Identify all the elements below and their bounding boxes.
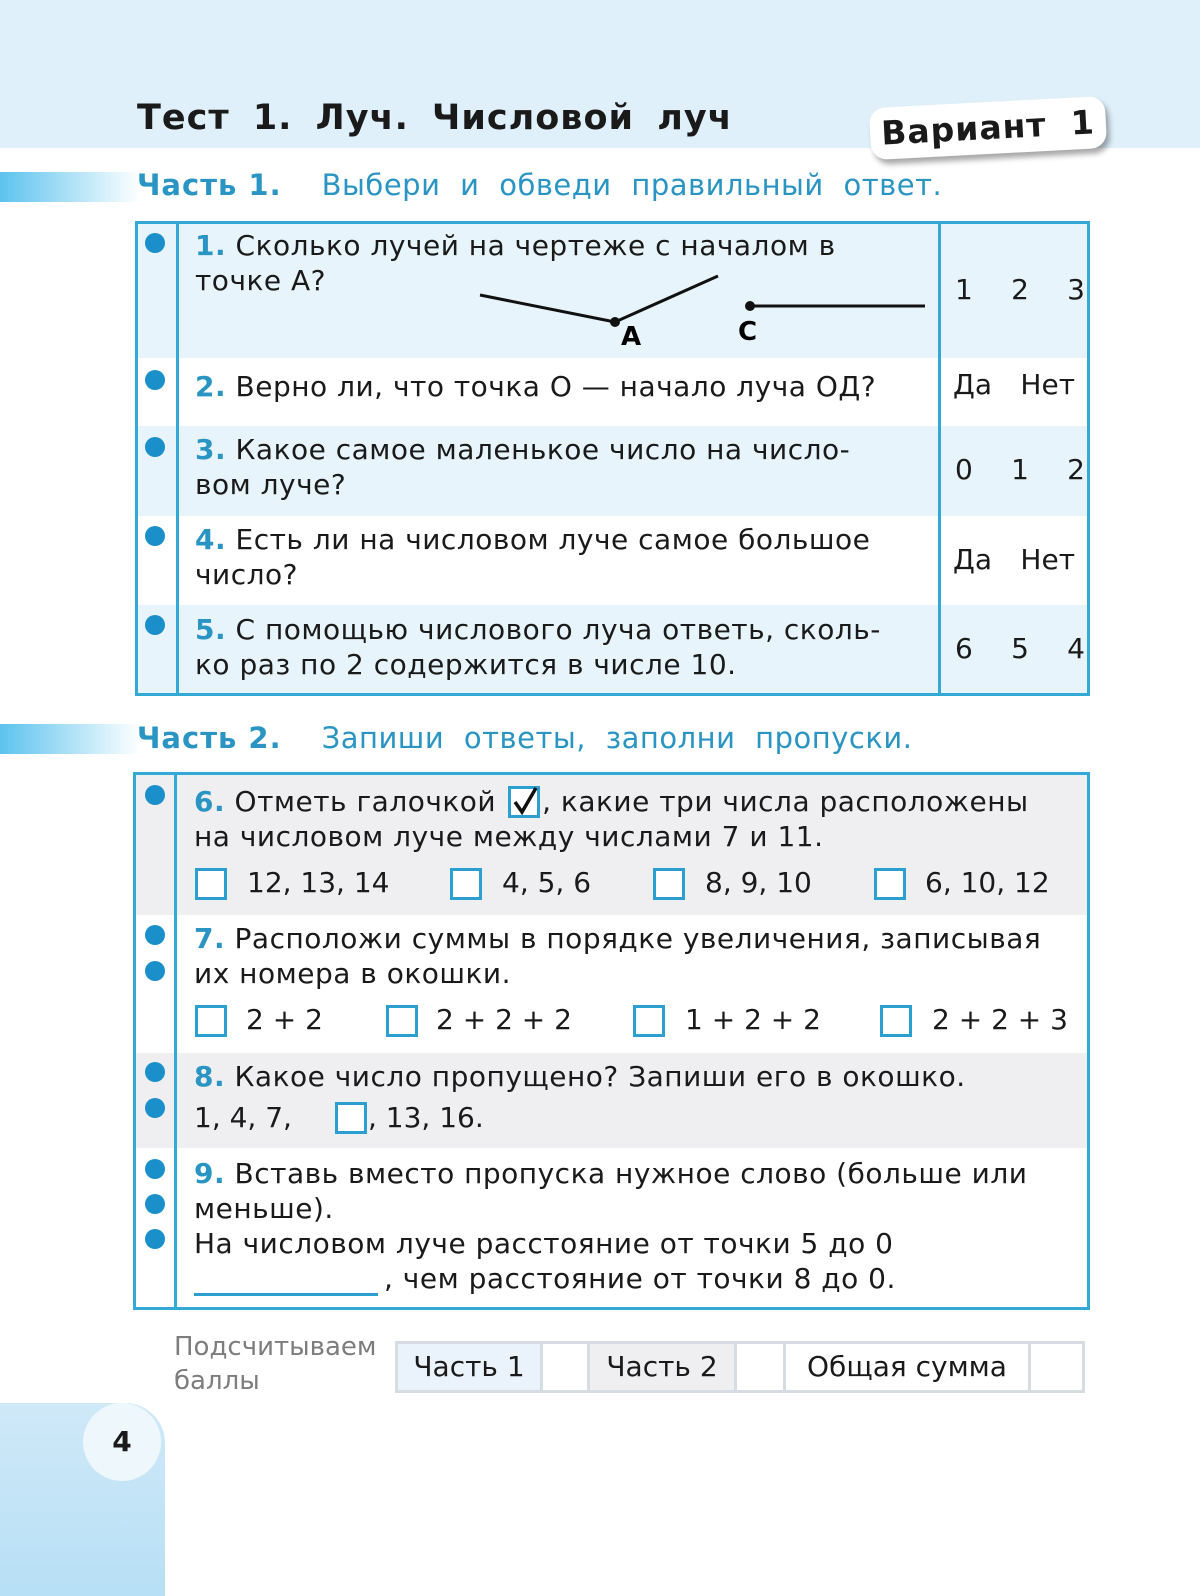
q9-line4: , чем расстояние от точки 8 до 0. xyxy=(384,1262,896,1295)
difficulty-dot xyxy=(145,1229,165,1249)
q6-option: 6, 10, 12 xyxy=(925,866,1050,899)
answer-option[interactable]: 6 xyxy=(955,632,973,665)
checkbox[interactable] xyxy=(450,868,482,900)
rays-figure xyxy=(470,265,940,350)
q3-line2: вом луче? xyxy=(195,468,347,501)
q7-option: 2 + 2 + 3 xyxy=(932,1003,1068,1036)
difficulty-dot xyxy=(145,961,165,981)
question-3 xyxy=(195,432,850,502)
question-4 xyxy=(195,522,870,592)
q7-line2: их номера в окошки. xyxy=(194,957,511,990)
q4-line2: число? xyxy=(195,558,299,591)
part1-instruction: Выбери и обведи правильный ответ. xyxy=(321,168,943,202)
answer-option[interactable]: Нет xyxy=(1020,543,1075,576)
score-part2-label: Часть 2 xyxy=(587,1341,737,1393)
answer-option[interactable]: Да xyxy=(953,368,993,401)
score-part1-input[interactable] xyxy=(540,1341,590,1393)
question-9 xyxy=(194,1156,1027,1296)
q9-line1: 9. Вставь вместо пропуска нужное слово (больше или xyxy=(194,1157,1028,1190)
q7-line1: 7. Расположи суммы в порядке увеличения, записывая xyxy=(194,922,1042,955)
difficulty-dot xyxy=(145,615,165,635)
q6-line1: 6. Отметь галочкой , какие три числа расположены xyxy=(194,785,1029,818)
q8-seq-after: , 13, 16. xyxy=(368,1101,484,1134)
checkmark-sample-icon xyxy=(508,786,540,818)
difficulty-dot xyxy=(145,1062,165,1082)
scoring-label xyxy=(174,1330,377,1398)
difficulty-dot xyxy=(145,526,165,546)
q6-option: 8, 9, 10 xyxy=(705,866,812,899)
score-table xyxy=(395,1341,1088,1393)
checkbox[interactable] xyxy=(653,868,685,900)
checkbox[interactable] xyxy=(874,868,906,900)
q9-line4-row xyxy=(194,1261,1027,1296)
answer-option[interactable]: 0 xyxy=(955,453,973,486)
page-title: Тест 1. Луч. Числовой луч xyxy=(137,98,733,138)
blank-line[interactable] xyxy=(194,1265,378,1296)
q7-option: 2 + 2 + 2 xyxy=(436,1003,572,1036)
answer-option[interactable]: 2 xyxy=(1011,273,1029,306)
question-8: 8. Какое число пропущено? Запиши его в окошко. xyxy=(194,1060,966,1093)
part1-heading xyxy=(137,168,942,202)
difficulty-dot xyxy=(145,1194,165,1214)
q4-answers xyxy=(953,543,1075,576)
question-2: 2. Верно ли, что точка О — начало луча ОД? xyxy=(195,370,877,403)
label-a: A xyxy=(621,322,642,350)
question-6 xyxy=(194,784,1029,854)
q3-answers xyxy=(955,453,1085,486)
q1-answers xyxy=(955,273,1085,306)
difficulty-dot xyxy=(145,1098,165,1118)
q1-line1 xyxy=(195,228,923,263)
answer-option[interactable]: 3 xyxy=(1067,273,1085,306)
q3-line1: 3. Какое самое маленькое число на число- xyxy=(195,433,851,466)
page-number: 4 xyxy=(83,1403,161,1481)
number-box[interactable] xyxy=(633,1005,665,1037)
score-part2-input[interactable] xyxy=(734,1341,786,1393)
part1-stripe xyxy=(0,172,140,202)
part2-instruction: Запиши ответы, заполни пропуски. xyxy=(321,721,913,755)
difficulty-dot xyxy=(145,370,165,390)
variant-badge: Вариант 1 xyxy=(869,96,1107,160)
q8-seq-before: 1, 4, 7, xyxy=(194,1101,292,1134)
label-c: C xyxy=(738,317,758,347)
part2-stripe xyxy=(0,724,140,754)
part1-label: Часть 1. xyxy=(137,168,282,202)
score-total-input[interactable] xyxy=(1028,1341,1085,1393)
answer-option[interactable]: 1 xyxy=(1011,453,1029,486)
q5-line1: 5. С помощью числового луча ответь, сколь- xyxy=(195,613,881,646)
q9-line3: На числовом луче расстояние от точки 5 до 0 xyxy=(194,1227,894,1260)
point-c xyxy=(745,301,755,311)
q4-line1: 4. Есть ли на числовом луче самое большое xyxy=(195,523,871,556)
q5-answers xyxy=(955,632,1085,665)
answer-option[interactable]: Нет xyxy=(1020,368,1075,401)
q6-option: 4, 5, 6 xyxy=(502,866,592,899)
answer-box[interactable] xyxy=(335,1102,367,1134)
score-total-label: Общая сумма xyxy=(783,1341,1031,1393)
point-a xyxy=(610,317,620,327)
question-5 xyxy=(195,612,881,682)
q9-line2: меньше). xyxy=(194,1192,334,1225)
ray-a-left xyxy=(480,295,615,322)
answer-option[interactable]: 4 xyxy=(1067,632,1085,665)
difficulty-dot xyxy=(145,437,165,457)
difficulty-dot xyxy=(145,1159,165,1179)
q6-option: 12, 13, 14 xyxy=(247,866,390,899)
q2-answers xyxy=(953,368,1075,401)
question-7 xyxy=(194,921,1041,991)
part2-heading xyxy=(137,721,912,755)
q6-line2: на числовом луче между числами 7 и 11. xyxy=(194,820,824,853)
q1-text: 1. Сколько лучей на чертеже с началом в xyxy=(195,229,836,262)
checkbox[interactable] xyxy=(195,868,227,900)
scoring-label-line1: Подсчитываем xyxy=(174,1332,377,1362)
answer-option[interactable]: Да xyxy=(953,543,993,576)
number-box[interactable] xyxy=(195,1005,227,1037)
q5-line2: ко раз по 2 содержится в числе 10. xyxy=(195,648,737,681)
difficulty-dot xyxy=(145,925,165,945)
q7-option: 1 + 2 + 2 xyxy=(685,1003,821,1036)
number-box[interactable] xyxy=(880,1005,912,1037)
scoring-label-line2: баллы xyxy=(174,1366,260,1396)
score-part1-label: Часть 1 xyxy=(395,1341,543,1393)
answer-option[interactable]: 1 xyxy=(955,273,973,306)
answer-option[interactable]: 2 xyxy=(1067,453,1085,486)
q1-line2: точке А? xyxy=(195,264,327,297)
ray-a-right xyxy=(615,276,718,322)
part1-left-divider xyxy=(176,221,179,696)
difficulty-dot xyxy=(145,785,165,805)
part2-label: Часть 2. xyxy=(137,721,282,755)
difficulty-dot xyxy=(145,233,165,253)
number-box[interactable] xyxy=(386,1005,418,1037)
answer-option[interactable]: 5 xyxy=(1011,632,1029,665)
part2-left-divider xyxy=(174,772,177,1310)
q7-option: 2 + 2 xyxy=(246,1003,323,1036)
